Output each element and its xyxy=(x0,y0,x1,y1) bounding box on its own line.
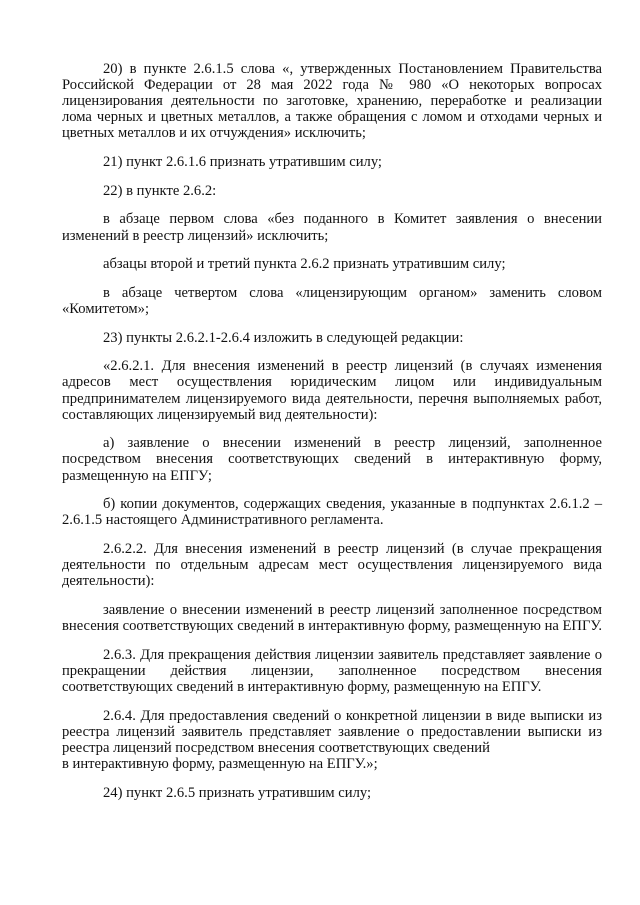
paragraph-item-21: 21) пункт 2.6.1.6 признать утратившим силу; xyxy=(103,154,382,171)
paragraph-subclause-a: а) заявление о внесении изменений в реестр лицензий, заполненное посредством внесения соответствующих сведений в интерактивную форму, размещенную на ЕПГУ; xyxy=(62,435,602,484)
paragraph-clause-2-6-2-2: 2.6.2.2. Для внесения изменений в реестр лицензий (в случае прекращения деятельности по отдельным адресам мест осуществления лицензируемого вида деятельности): xyxy=(62,541,602,590)
paragraph-first-subparagraph: в абзаце первом слова «без поданного в Комитет заявления о внесении изменений в реестр лицензий» исключить; xyxy=(62,211,602,244)
paragraph-item-22: 22) в пункте 2.6.2: xyxy=(103,182,217,199)
paragraph-item-23: 23) пункты 2.6.2.1-2.6.4 изложить в следующей редакции: xyxy=(103,329,464,346)
paragraph-clause-2-6-2-1: «2.6.2.1. Для внесения изменений в реестр лицензий (в случаях изменения адресов мест осуществления юридическим лицом или индивидуальным предпринимателем лицензируемого вида деятельности, перечня выполняемых работ, составляющих лицензируемый вид деятельности): xyxy=(62,358,602,423)
paragraph-second-third-subparagraphs: абзацы второй и третий пункта 2.6.2 признать утратившим силу; xyxy=(103,256,506,273)
paragraph-item-20: 20) в пункте 2.6.1.5 слова «, утвержденных Постановлением Правительства Российской Федерации от 28 мая 2022 года № 980 «О некоторых вопросах лицензирования деятельности по заготовке, хранению, переработке и реализации лома черных и цветных металлов, а также обращения с ломом и отходами черных и цветных металлов и их отчуждения» исключить; xyxy=(62,61,602,142)
paragraph-application-statement: заявление о внесении изменений в реестр лицензий заполненное посредством внесения соответствующих сведений в интерактивную форму, размещенную на ЕПГУ. xyxy=(62,601,603,634)
paragraph-fourth-subparagraph: в абзаце четвертом слова «лицензирующим органом» заменить словом «Комитетом»; xyxy=(62,284,602,317)
paragraph-subclause-b: б) копии документов, содержащих сведения, указанные в подпунктах 2.6.1.2 – 2.6.1.5 настоящего Административного регламента. xyxy=(62,496,602,529)
paragraph-clause-2-6-4: 2.6.4. Для предоставления сведений о конкретной лицензии в виде выписки из реестра лицензий заявитель представляет заявление о предоставлении выписки из реестра лицензий посредством внесения соответствующих сведений в интерактивную форму, размещенную на ЕПГУ.»; xyxy=(62,707,602,772)
paragraph-item-24: 24) пункт 2.6.5 признать утратившим силу; xyxy=(103,784,372,801)
paragraph-clause-2-6-3: 2.6.3. Для прекращения действия лицензии заявитель представляет заявление о прекращении действия лицензии, заполненное посредством внесения соответствующих сведений в интерактивную форму, размещенную на ЕПГУ. xyxy=(62,646,602,695)
